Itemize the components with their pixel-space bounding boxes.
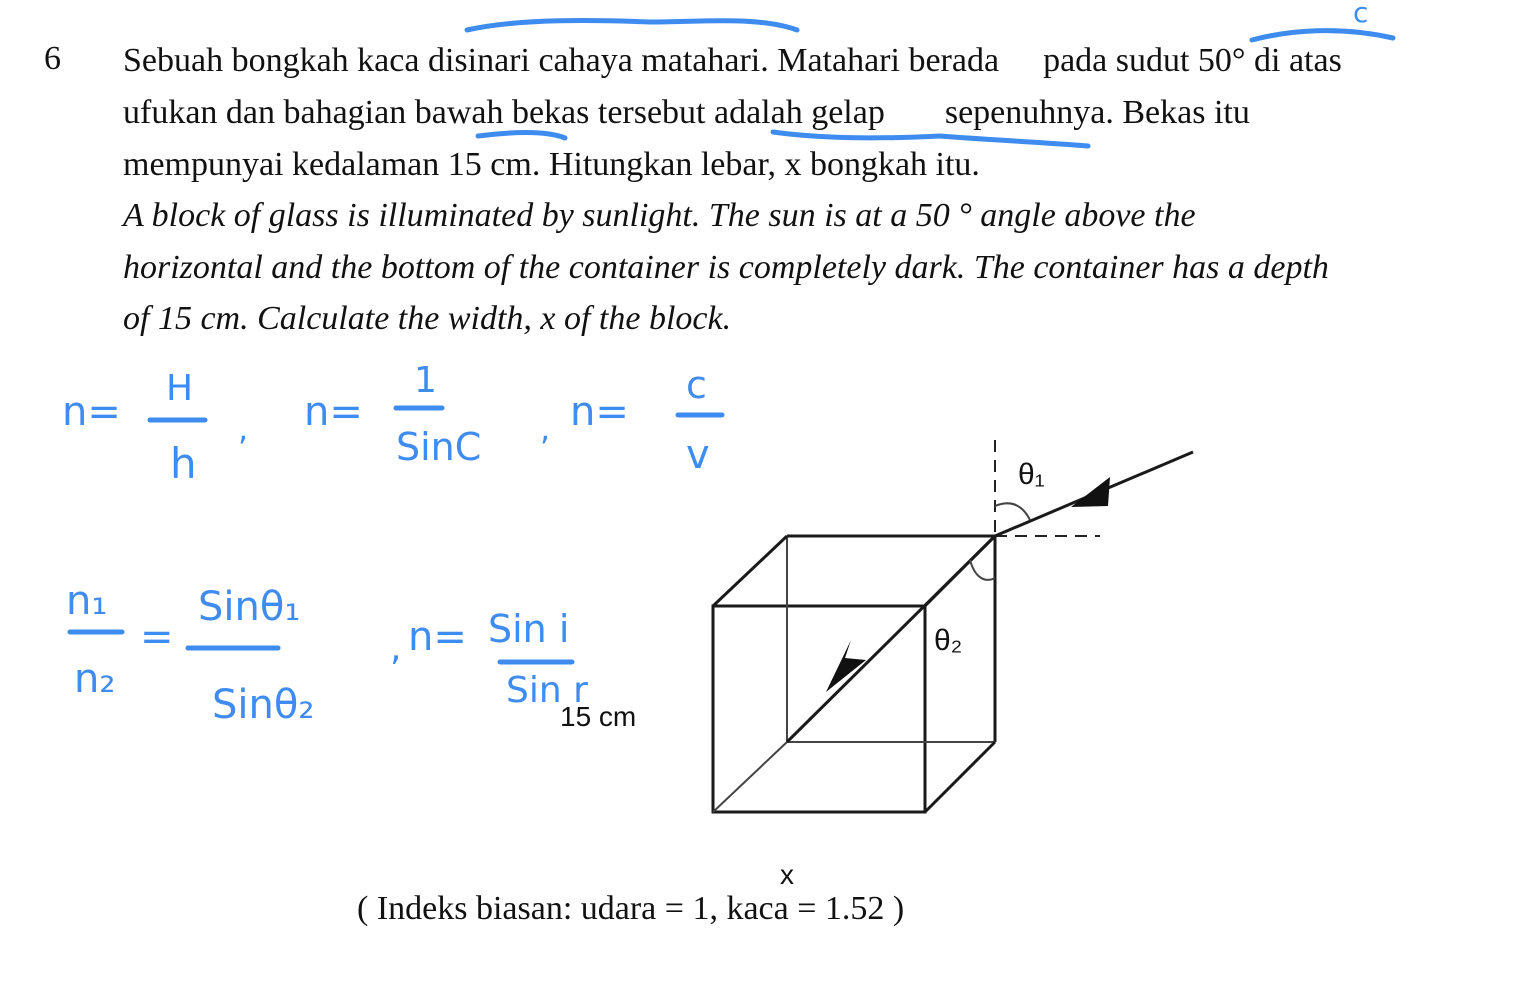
underline-bawah bbox=[478, 133, 565, 139]
ratio-den: Sinθ₂ bbox=[212, 682, 315, 728]
f1-num: H bbox=[166, 368, 194, 409]
width-label: x bbox=[780, 859, 794, 890]
f2-den: SinC bbox=[396, 425, 482, 469]
refracted-ray bbox=[787, 536, 995, 742]
ratio-eq: = bbox=[140, 614, 174, 660]
malay-line-1b: pada sudut 50° di atas bbox=[1043, 42, 1342, 79]
formula-n-sini-sinr bbox=[390, 607, 588, 711]
f1-lhs: n= bbox=[62, 389, 121, 435]
theta2-label: θ₂ bbox=[934, 624, 963, 657]
f2-num: 1 bbox=[414, 360, 437, 401]
malay-line-2a: ufukan dan bahagian bawah bekas tersebut adalah gelap bbox=[123, 94, 885, 131]
underline-gelap bbox=[773, 132, 1088, 146]
english-line-3: of 15 cm. Calculate the width, x of the block. bbox=[123, 300, 732, 337]
f1-den: h bbox=[170, 439, 197, 488]
theta1-label: θ₁ bbox=[1018, 458, 1045, 491]
formula-n-H-h bbox=[62, 368, 248, 488]
ratio-n1: n₁ bbox=[66, 578, 108, 624]
f3-lhs: n= bbox=[570, 389, 629, 435]
malay-line-3: mempunyai kedalaman 15 cm. Hitungkan lebar, x bongkah itu. bbox=[123, 146, 980, 183]
theta1-arc bbox=[995, 503, 1030, 520]
formula-n-1-sinc bbox=[304, 360, 550, 469]
comma-1: , bbox=[238, 410, 249, 448]
cube-edge-br bbox=[925, 742, 995, 812]
underline-sudut bbox=[1252, 31, 1393, 40]
question-number: 6 bbox=[44, 40, 61, 77]
f2-lhs: n= bbox=[304, 389, 363, 435]
underline-disinari bbox=[467, 20, 797, 30]
f3-num: c bbox=[686, 363, 707, 407]
english-line-2: horizontal and the bottom of the container is completely dark. The container has a depth bbox=[123, 249, 1329, 286]
ink-underlines bbox=[467, 20, 1393, 146]
formula-n-c-v bbox=[570, 363, 722, 478]
formula-snell-ratio bbox=[66, 578, 314, 728]
english-line-1: A block of glass is illuminated by sunlight. The sun is at a 50 ° angle above the bbox=[123, 197, 1196, 234]
comma-3: , bbox=[390, 628, 402, 669]
ratio-num: Sinθ₁ bbox=[198, 584, 301, 630]
annotation-c: c bbox=[1353, 0, 1369, 29]
ratio-n2: n₂ bbox=[74, 656, 116, 702]
f4-lhs: n= bbox=[408, 614, 467, 660]
cube-edge-bl bbox=[713, 742, 787, 812]
cube-edge-tl bbox=[713, 536, 787, 606]
f3-den: v bbox=[686, 432, 710, 478]
malay-line-2b: sepenuhnya. Bekas itu bbox=[944, 94, 1250, 131]
f4-num: Sin i bbox=[488, 607, 570, 651]
refractive-index-note: ( Indeks biasan: udara = 1, kaca = 1.52 ) bbox=[357, 890, 905, 927]
theta2-arc bbox=[970, 560, 995, 580]
malay-line-1a: Sebuah bongkah kaca disinari cahaya matahari. Matahari berada bbox=[123, 42, 1000, 79]
comma-2: , bbox=[540, 410, 551, 448]
f4-den: Sin r bbox=[506, 670, 588, 711]
depth-label: 15 cm bbox=[560, 701, 637, 732]
